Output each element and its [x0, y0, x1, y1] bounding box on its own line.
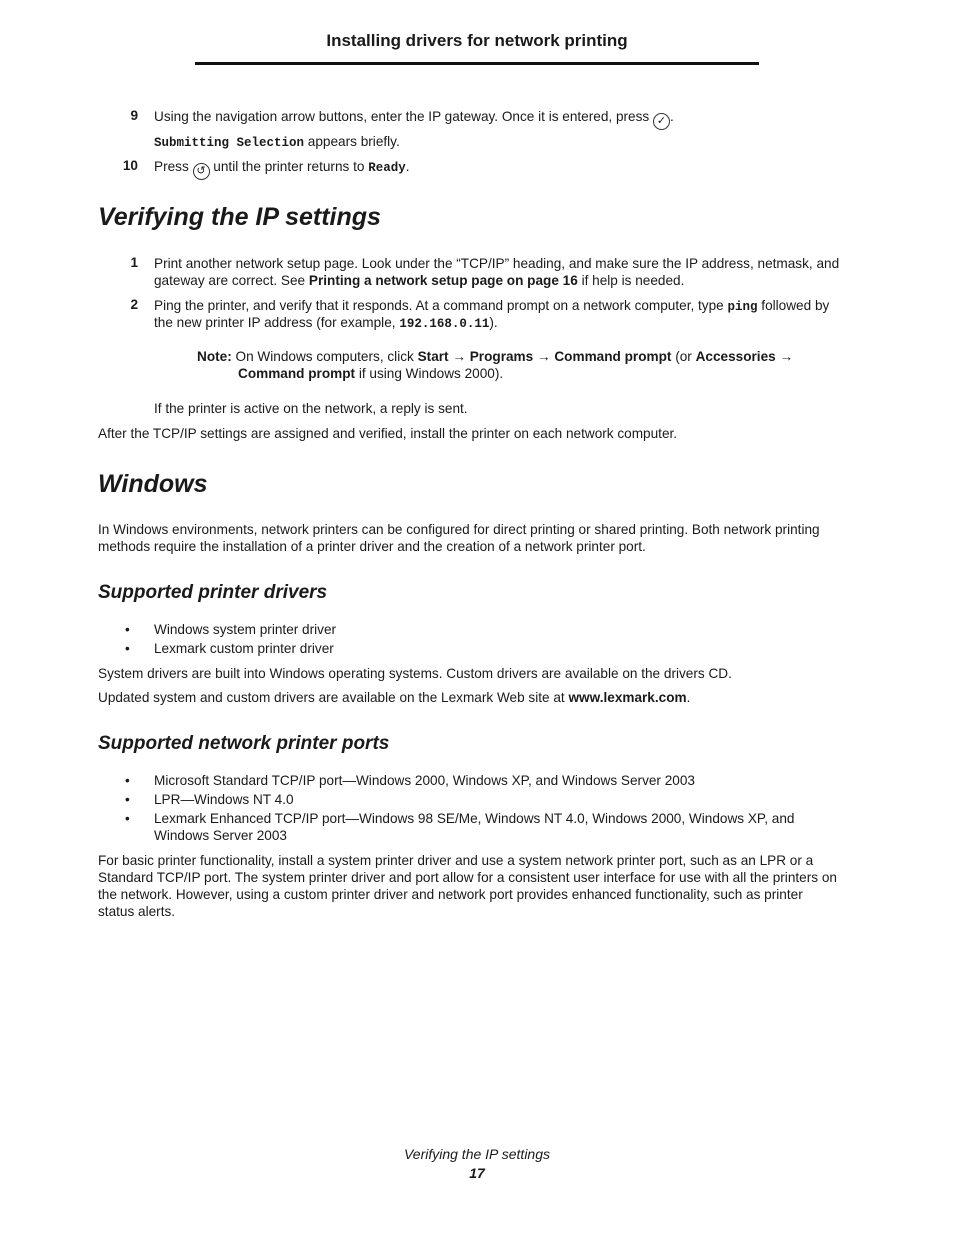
body-paragraph: Standard TCP/IP port. The system printer driver and port allow for a consistent user interface for use with all the printers on — [98, 870, 837, 885]
bullet-icon: • — [125, 641, 130, 656]
step-text: Press ↺ until the printer returns to Ready. — [154, 158, 410, 180]
bullet-icon: • — [125, 622, 130, 637]
list-item: Microsoft Standard TCP/IP port—Windows 2000, Windows XP, and Windows Server 2003 — [154, 773, 695, 788]
step-text: Using the navigation arrow buttons, enter the IP gateway. Once it is entered, press ✓ . — [154, 108, 674, 130]
bullet-icon: • — [125, 792, 130, 807]
cross-reference: Printing a network setup page on page 16 — [308, 273, 578, 288]
step-number: 9 — [130, 108, 138, 123]
website-link[interactable]: www.lexmark.com — [568, 690, 687, 705]
body-paragraph: If the printer is active on the network, a reply is sent. — [154, 401, 468, 416]
go-circle-icon: ↺ — [193, 163, 210, 180]
body-paragraph: For basic printer functionality, install a system printer driver and use a system network printer port, such as an LPR or a — [98, 853, 814, 868]
list-item: Lexmark Enhanced TCP/IP port—Windows 98 SE/Me, Windows NT 4.0, Windows 2000, Windows XP, and — [154, 811, 795, 826]
body-paragraph: System drivers are built into Windows operating systems. Custom drivers are available on the drivers CD. — [98, 666, 732, 681]
list-item: Lexmark custom printer driver — [154, 641, 334, 656]
running-header: Installing drivers for network printing — [326, 31, 628, 50]
step-number: 2 — [130, 297, 138, 312]
arrow-right-icon: → — [779, 349, 794, 364]
note-label: Note: — [197, 349, 232, 364]
list-item: LPR—Windows NT 4.0 — [154, 792, 294, 807]
header-rule — [195, 62, 759, 65]
step-text: Submitting Selection appears briefly. — [154, 134, 400, 150]
step-text: Print another network setup page. Look under the “TCP/IP” heading, and make sure the IP address, netmask, and — [154, 256, 840, 271]
body-paragraph: status alerts. — [98, 904, 176, 919]
arrow-right-icon: → — [536, 349, 551, 364]
body-paragraph: Updated system and custom drivers are available on the Lexmark Web site at www.lexmark.com. — [98, 690, 691, 705]
arrow-right-icon: → — [452, 349, 466, 364]
step-number: 10 — [122, 158, 138, 173]
footer-title: Verifying the IP settings — [403, 1146, 551, 1162]
body-paragraph: the network. However, using a custom printer driver and network port provides enhanced functionality, such as printer — [98, 887, 803, 902]
checkmark-circle-icon: ✓ — [653, 113, 670, 130]
step-text: the new printer IP address (for example, 192.168.0.11). — [154, 315, 498, 331]
body-paragraph: After the TCP/IP settings are assigned and verified, install the printer on each network computer. — [98, 426, 678, 441]
body-paragraph: methods require the installation of a printer driver and the creation of a network printer port. — [98, 539, 646, 554]
list-item: Windows system printer driver — [154, 622, 337, 637]
note-continuation: Command prompt if using Windows 2000). — [238, 366, 504, 381]
page-number: 17 — [469, 1165, 485, 1181]
step-text: Ping the printer, and verify that it responds. At a command prompt on a network computer, type ping followed by — [154, 298, 830, 314]
section-heading: Windows — [98, 470, 208, 498]
note: Note: On Windows computers, click Start → Programs → Command prompt (or Accessories → — [197, 349, 794, 364]
subsection-heading: Supported printer drivers — [98, 582, 328, 603]
section-heading: Verifying the IP settings — [98, 203, 381, 231]
body-paragraph: In Windows environments, network printers can be configured for direct printing or shared printing. Both network printing — [98, 522, 820, 537]
bullet-icon: • — [125, 773, 130, 788]
subsection-heading: Supported network printer ports — [98, 733, 390, 754]
step-number: 1 — [130, 255, 138, 270]
step-text: gateway are correct. See Printing a network setup page on page 16 if help is needed. — [154, 273, 685, 288]
bullet-icon: • — [125, 811, 130, 826]
list-item-continuation: Windows Server 2003 — [154, 828, 287, 843]
